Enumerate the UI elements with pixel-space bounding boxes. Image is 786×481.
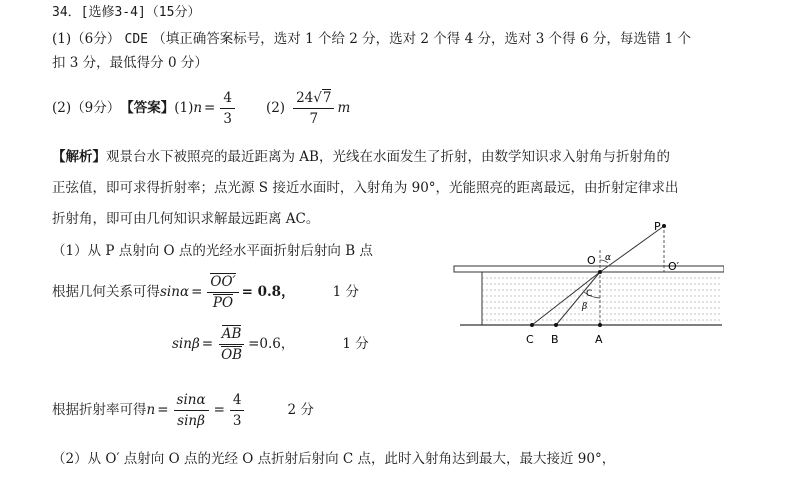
step1-text: （1）从 P 点射向 O 点的光经水平面折射后射向 B 点 bbox=[52, 243, 373, 259]
ab-segment bbox=[219, 325, 245, 345]
distance-numerator: 24√7 bbox=[293, 89, 334, 109]
refr-equals2: = bbox=[213, 402, 225, 418]
sin-alpha-value: = 0.8， bbox=[241, 284, 295, 300]
point-o bbox=[598, 270, 602, 274]
water-hatching bbox=[482, 278, 722, 320]
ob-label: OB bbox=[221, 346, 243, 363]
point-c bbox=[530, 323, 534, 327]
sin-alpha-fraction bbox=[207, 273, 238, 312]
part2-label: (2)（9分） bbox=[52, 100, 121, 116]
ob-segment bbox=[218, 345, 245, 364]
n-result-numerator: 4 bbox=[230, 391, 245, 411]
score1: 1 分 bbox=[332, 284, 359, 300]
sin-beta-label: sinβ bbox=[172, 336, 200, 352]
part1-answer: CDE bbox=[124, 32, 148, 47]
part1-line bbox=[52, 30, 691, 49]
geo-prefix: 根据几何关系可得 bbox=[52, 284, 160, 300]
part1-label: (1)（6分） bbox=[52, 31, 121, 47]
equals-sign: = bbox=[204, 100, 216, 116]
oo-label: OO′ bbox=[210, 273, 236, 290]
refr-n: n bbox=[146, 402, 156, 418]
question-title: 34．[选修3-4]（15分） bbox=[52, 5, 201, 20]
step2-text: （2）从 O′ 点射向 O 点的光经 O 点折射后射向 C 点，此时入射角达到最大，最大接近 90°， bbox=[52, 451, 616, 467]
sin-alpha-line bbox=[52, 272, 359, 312]
sin-beta-value: =0.6， bbox=[248, 336, 295, 352]
refraction-line bbox=[52, 388, 314, 432]
label-p: P bbox=[654, 220, 661, 233]
n-result-denominator: 3 bbox=[232, 412, 242, 429]
sin-beta-equals: = bbox=[201, 336, 214, 352]
po-segment bbox=[210, 293, 236, 312]
refracted-ray-b bbox=[556, 272, 600, 325]
n-variable: n bbox=[193, 100, 203, 116]
label-c: C bbox=[526, 333, 534, 346]
point-p bbox=[662, 224, 666, 228]
point-a bbox=[598, 323, 602, 327]
distance-fraction bbox=[293, 89, 334, 128]
n-result-fraction bbox=[230, 391, 245, 430]
part2-answer-line bbox=[52, 86, 350, 130]
n-denominator: 3 bbox=[223, 110, 232, 127]
n-fraction bbox=[220, 89, 235, 128]
sub1-label: (1) bbox=[174, 100, 194, 116]
po-label: PO bbox=[212, 294, 234, 311]
ab-label: AB bbox=[221, 325, 242, 342]
oo-segment bbox=[207, 273, 238, 293]
sine-ratio-fraction bbox=[174, 391, 209, 430]
analysis-tag: 【解析】 bbox=[52, 149, 106, 165]
label-o-prime: O′ bbox=[668, 260, 680, 273]
ratio-denominator: sinβ bbox=[177, 412, 205, 429]
score2: 1 分 bbox=[342, 336, 369, 352]
analysis-line1 bbox=[52, 148, 670, 166]
n-numerator: 4 bbox=[220, 89, 235, 109]
refr-equals1: = bbox=[157, 402, 169, 418]
part1-note: （填正确答案标号，选对 1 个给 2 分，选对 2 个得 4 分，选对 3 个得 6 分，每选错 1 个 bbox=[152, 31, 691, 47]
refr-prefix: 根据折射率可得 bbox=[52, 402, 147, 418]
label-a: A bbox=[595, 333, 603, 346]
point-b bbox=[554, 323, 558, 327]
analysis-text1: 观景台水下被照亮的最近距离为 AB，光线在水面发生了折射，由数学知识求入射角与折射角的 bbox=[106, 149, 670, 165]
label-c-angle: C bbox=[586, 289, 593, 299]
sin-beta-fraction bbox=[218, 325, 245, 364]
sin-alpha-equals: = bbox=[191, 284, 203, 300]
distance-coef: 24 bbox=[296, 89, 314, 106]
sin-beta-line bbox=[172, 322, 369, 366]
analysis-line2: 正弦值，即可求得折射率；点光源 S 接近水面时，入射角为 90°，光能照亮的距离最远，由折射定律求出 bbox=[52, 180, 679, 196]
label-alpha: α bbox=[605, 253, 612, 263]
label-b: B bbox=[551, 333, 559, 346]
label-o: O bbox=[587, 254, 596, 267]
score3: 2 分 bbox=[287, 402, 314, 418]
label-beta: β bbox=[582, 302, 588, 312]
sin-alpha-label: sinα bbox=[160, 284, 190, 300]
sub2-label: (2) bbox=[265, 100, 286, 116]
part1-note-line2: 扣 3 分，最低得分 0 分） bbox=[52, 55, 208, 71]
answer-tag: 【答案】 bbox=[120, 100, 175, 116]
distance-denominator: 7 bbox=[309, 110, 319, 127]
refraction-diagram bbox=[452, 220, 724, 350]
ratio-numerator: sinα bbox=[174, 391, 209, 411]
analysis-line3: 折射角，即可由几何知识求解最远距离 AC。 bbox=[52, 211, 320, 227]
distance-sqrt: 7 bbox=[322, 89, 332, 106]
distance-unit: m bbox=[337, 100, 351, 116]
